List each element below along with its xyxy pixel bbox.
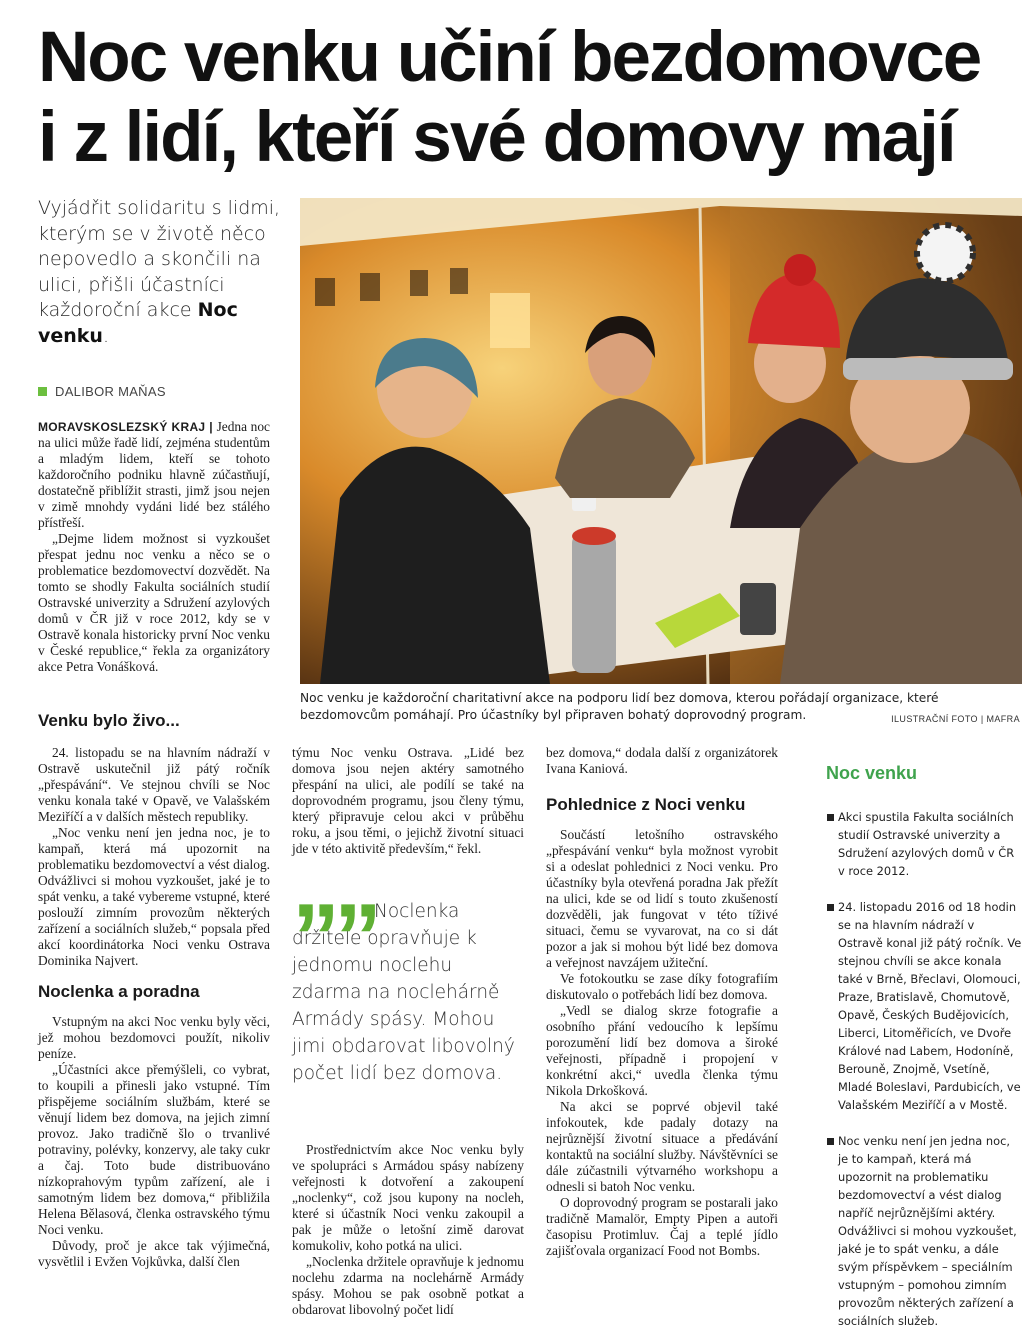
col1-paragraph-3: Vstupným na akci Noc venku byly věci, jež mohou bezdomovci použít, nikoliv peníze. xyxy=(38,1014,270,1061)
col2-paragraph-2: Prostřednictvím akce Noc venku byly ve spolupráci s Armádou spásy nabízeny veřejnosti k dotvoření a zakoupení „noclenky“, což jsou kupony na nocleh, které si účastník Noci venku zakoupil a pak je může o letošní zimě darovat komukoliv, koho potká na ulici. xyxy=(292,1142,524,1253)
lead-end: . xyxy=(102,324,110,347)
bullet-square-icon xyxy=(827,904,834,911)
quote-marks-icon xyxy=(292,884,376,991)
subhead-venku-bylo-zivo: Venku bylo živo... xyxy=(38,711,180,730)
col1-paragraph-5: Důvody, proč je akce tak výjimečná, vysvětlil i Evžen Vojkůvka, další člen xyxy=(38,1238,270,1269)
photo-caption: Noc venku je každoroční charitativní akce na podporu lidí bez domova, kterou pořádají organizace, které bezdomovcům pomáhají. Pro účastníky byl připraven bohatý doprovodný program. xyxy=(300,691,939,722)
info-box-list xyxy=(808,808,1022,1330)
col1-paragraph-2: „Noc venku není jen jedna noc, je to kampaň, která má upozornit na problematiku bezdomovectví a vést dialog. Odvážlivci si mohou vyzkoušet, jaké je to spát venku, a také vybereme vstupné, které poslouží zimním provozům některých zařízení a sociálních služeb,“ popsala před akcí koordinátorka Noci venku Ostrava Dominika Najvert. xyxy=(38,825,270,968)
article-photo xyxy=(300,198,1022,684)
headline xyxy=(38,18,1008,178)
list-item xyxy=(808,1132,1022,1330)
author-byline xyxy=(38,384,166,399)
info-box-title: Noc venku xyxy=(826,763,918,783)
list-item-text: 24. listopadu 2016 od 18 hodin se na hlavním nádraží v Ostravě konal již pátý ročník. Ve stejnou chvíli se akce konala také v Brně, Břeclavi, Olomouci, Praze, Bratislavě, Chomutově, Opavě, Českých Budějovicích, Liberci, Litoměřicích, ve Dvoře Králové nad Labem, Hodoníně, Berouně, Znojmě, Vsetíně, Mladé Boleslavi, Pardubicích, ve Valašském Meziříčí a v Mostě. xyxy=(838,900,1022,1112)
col2-paragraph-1: týmu Noc venku Ostrava. „Lidé bez domova jsou nejen aktéry samotného přespání na ulici, ale podílí se také na doprovodném programu, jsou členy týmu, který připravuje celou akci v průběhu roku, a jsou těmi, o jejichž životní situaci jde v této aktivitě především,“ řekl. xyxy=(292,745,524,856)
subhead-noclenka-a-poradna: Noclenka a poradna xyxy=(38,982,200,1001)
lead-paragraph xyxy=(38,196,293,349)
intro-text xyxy=(38,419,270,675)
headline-line-2: i z lidí, kteří své domovy mají xyxy=(38,98,955,177)
column-2 xyxy=(292,745,524,857)
bullet-square-icon xyxy=(827,814,834,821)
col1-paragraph-1: 24. listopadu se na hlavním nádraží v Ostravě uskutečnil již pátý ročník „přespávání“. Ve stejnou chvíli se Noc venku konala také v Opavě, ve Valašském Meziříčí a v dalších městech republiky. xyxy=(38,745,270,824)
col3-paragraph-4: „Vedl se dialog skrze fotografie a osobního přání vedoucího k lepšímu porozumění lidí bez domova a široké veřejnosti, případně i propojení v konkrétní akci,“ uvedla členka týmu Nikola Drkošková. xyxy=(546,1003,778,1098)
lead-bold: Noc venku xyxy=(38,299,238,347)
list-item xyxy=(808,898,1022,1114)
col1-paragraph-4: „Účastníci akce přemýšleli, co vybrat, to koupili a přinesli jako vstupné. Tím přispějeme sociálním službám, které se věnují lidem bez domova, na jejich zimní provoz. Jako tradičně šlo o trvanlivé potraviny, polévky, konzervy, ale taky cukr a čaj. Toto bude distribuováno nízkoprahovým typům zařízení, ale i samotným lidem bez domova,“ přibližila Helena Bělasová, členka ostravského týmu Noci venku. xyxy=(38,1062,270,1237)
column-1 xyxy=(38,745,270,1270)
headline-line-1: Noc venku učiní bezdomovce xyxy=(38,18,981,97)
col3-paragraph-3: Ve fotokoutku se zase díky fotografiím diskutovalo o potřebách lidí bez domova. xyxy=(546,971,778,1002)
info-box xyxy=(808,745,1022,1332)
photo-illustration xyxy=(300,198,1022,684)
col3-paragraph-2: Součástí letošního ostravského „přespávání venku“ byla možnost vyrobit si a odeslat pohlednici z Noci venku. Pro účastníky byla otevřená poradna Jak přežít na ulici, kde se od lidí s touto zkušeností dozvěděli, jak fungovat v této tíživé situaci, čemu se vyvarovat, na co si dát pozor a jak si mohou být lidé bez domova a veřejnost navzájem užiteční. xyxy=(546,827,778,970)
column-3 xyxy=(546,745,778,1259)
quote-mark-right: ” xyxy=(334,884,376,991)
intro-paragraph-2: „Dejme lidem možnost si vyzkoušet přespat jednu noc venku a něco se o problematice bezdomovectví dozvědět. Na tomto se shodly Fakulta sociálních studií Ostravské univerzity a Sdružení azylových domů v ČR již v roce 2012, kdy se v Ostravě konala historicky první Noc venku v České republice,“ řekla za organizátory akce Petra Vonášková. xyxy=(38,531,270,674)
col2-paragraph-3: „Noclenka držitele opravňuje k jednomu noclehu zdarma na noclehárně Armády spásy. Mohou se pak osobně potkat a obdarovat libovolný počet lidí xyxy=(292,1254,524,1317)
subhead-pohlednice: Pohlednice z Noci venku xyxy=(546,795,746,814)
intro-p1-text: Jedna noc na ulici může řadě lidí, zejména studentům a mladým lidem, kteří se tohoto každoročního podniku hlavně zúčastňují, dostatečně přiblížit strasti, jimž jsou nejen v zimě mnohdy vydáni lidé bez stálého přístřeší. xyxy=(38,419,270,530)
col3-paragraph-6: O doprovodný program se postarali jako tradičně Mamalör, Empty Pipen a autoři časopisu Protimluv. Čaj a teplé jídlo zajišťovala organizací Food not Bombs. xyxy=(546,1195,778,1258)
pull-quote xyxy=(292,884,524,1087)
dateline: MORAVSKOSLEZSKÝ KRAJ | xyxy=(38,420,213,434)
photo-credit: ILUSTRAČNÍ FOTO | MAFRA xyxy=(891,714,1020,724)
green-square-icon xyxy=(38,387,47,396)
quote-mark-left: ” xyxy=(292,884,334,991)
lead-text: Vyjádřit solidaritu s lidmi, kterým se v životě něco nepovedlo a skončili na ulici, přišli účastníci každoroční akce xyxy=(38,197,281,321)
column-2-bottom xyxy=(292,1142,524,1318)
intro-paragraph-1 xyxy=(38,419,270,531)
list-item-text: Noc venku není jen jedna noc, je to kampaň, která má upozornit na problematiku bezdomovectví a vést dialog napříč nejrůznějšími aktéry. Odvážlivci si mohou vyzkoušet, jaké je to spát venku, a dále svým příspěvkem – speciálním vstupným – pomohou zimním provozům některých zařízení a sociálních služeb. xyxy=(838,1134,1017,1328)
col3-paragraph-1: bez domova,“ dodala další z organizátorek Ivana Kaniová. xyxy=(546,745,778,776)
bullet-square-icon xyxy=(827,1138,834,1145)
list-item-text: Akci spustila Fakulta sociálních studií Ostravské univerzity a Sdružení azylových domů v ČR v roce 2012. xyxy=(838,810,1015,878)
pull-quote-body: Noclenka držitele opravňuje k jednomu noclehu zdarma na noclehárně Armády spásy. Mohou jimi obdarovat libovolný počet lidí bez domova. xyxy=(292,901,515,1084)
col3-paragraph-5: Na akci se poprvé objevil také infokoutek, kde padaly dotazy na nejrůznější životní situace a předávání kontaktů na sociální služby. Návštěvníci se dále zúčastnili výtvarného workshopu a odnesli si batoh Noc venku. xyxy=(546,1099,778,1194)
author-name: DALIBOR MAŇAS xyxy=(55,384,166,399)
list-item xyxy=(808,808,1022,880)
